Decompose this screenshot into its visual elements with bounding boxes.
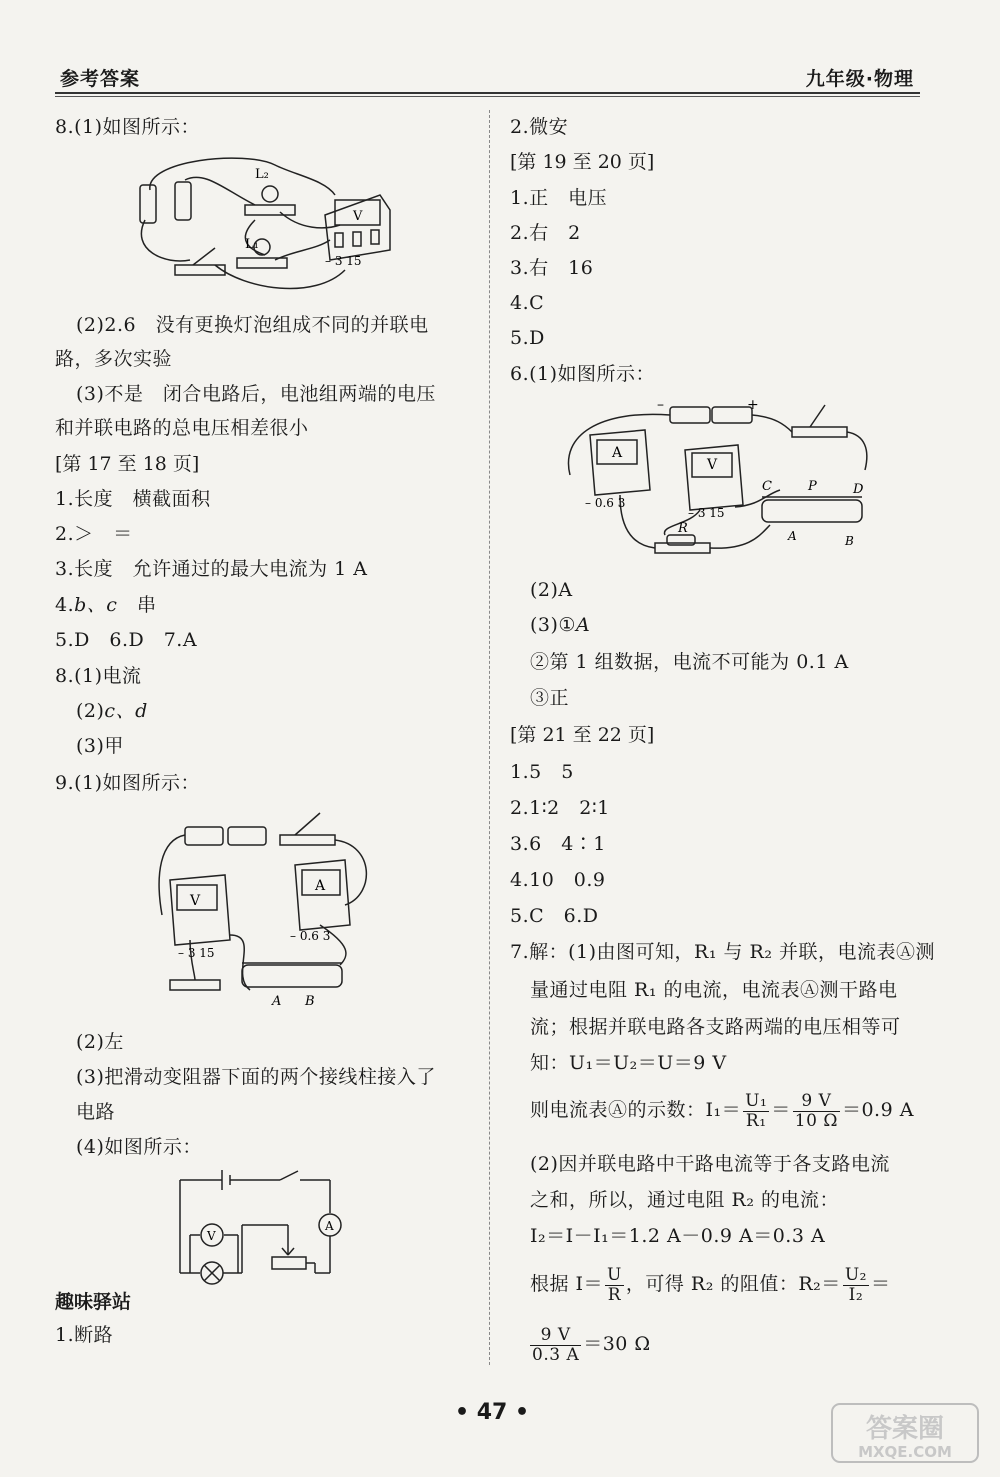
b-answer-6-2: (2)A <box>530 579 573 601</box>
c-answer-7-ammeter-reading: 则电流表Ⓐ的示数：I₁＝ $\frac{\text{U₁}}{\text{R₁}}$ ＝ $\frac{9 V}{10 \Omega}$ ＝0.9 A <box>530 1090 914 1131</box>
header-rule-thin <box>55 96 920 97</box>
answer-3: 3.长度 允许通过的最大电流为 1 A <box>55 558 368 580</box>
c-answer-7-part2-line1: (2)因并联电路中干路电流等于各支路电流 <box>530 1153 890 1175</box>
answer-8-1: 8.(1)电流 <box>55 665 142 687</box>
c-answer-7-result: $\frac{9 V}{0.3 A}$ ＝30 Ω <box>532 1324 651 1365</box>
header-right-title: 九年级·物理 <box>805 68 914 90</box>
answer-9-4: (4)如图所示： <box>76 1136 202 1158</box>
answer-8-2: (2)c、d <box>76 700 148 722</box>
section-heading-17-18: [第 17 至 18 页] <box>55 453 200 475</box>
label-voltmeter-scale: – 3 15 <box>325 254 362 268</box>
fraction-u-r: $\frac{U}{R}$ <box>607 1264 622 1305</box>
c-answer-3: 3.6 4∶1 <box>510 833 606 855</box>
column-divider <box>489 110 490 1365</box>
label-resistor-r: R <box>678 521 688 536</box>
q8-part1: 8.(1)如图所示： <box>55 116 201 138</box>
q8-part3-line2: 和并联电路的总电压相差很小 <box>55 417 309 439</box>
label-term-b-b6: B <box>845 534 854 548</box>
section-heading-21-22: [第 21 至 22 页] <box>510 724 655 746</box>
answer-2: 2.＞ ＝ <box>55 523 133 545</box>
label-l1: L₁ <box>245 237 259 252</box>
label-term-a-b6: A <box>788 529 797 543</box>
label-battery-minus: – <box>657 397 664 413</box>
label-ammeter-q9: A <box>315 878 326 894</box>
c-answer-1: 1.5 5 <box>510 761 574 783</box>
answer-4: 4.b、c 串 <box>55 594 157 616</box>
label-slider-p: P <box>808 479 817 494</box>
answer-8-3: (3)甲 <box>76 735 124 757</box>
c-answer-4: 4.10 0.9 <box>510 869 606 891</box>
label-vscale-b6: – 3 15 <box>688 506 725 520</box>
circuit-figure-q9 <box>150 805 380 1020</box>
label-term-d: D <box>853 482 864 497</box>
q8-part2-line2: 路，多次实验 <box>55 348 173 370</box>
label-voltmeter-q9: V <box>190 893 201 909</box>
section-heading-fun: 趣味驿站 <box>55 1291 132 1313</box>
svg-text:答案圈: 答案圈 <box>865 1414 945 1444</box>
b-answer-1: 1.正 电压 <box>510 187 608 209</box>
answer-4-vars: b、c <box>74 594 118 616</box>
c-answer-2: 2.1∶2 2∶1 <box>510 797 610 819</box>
section-heading-19-20: [第 19 至 20 页] <box>510 151 655 173</box>
fraction-9v-10ohm: $\frac{9 V}{10 \Omega}$ <box>794 1090 838 1131</box>
header-left-title: 参考答案 <box>60 68 141 90</box>
c-answer-7-part2-line2: 之和，所以，通过电阻 R₂ 的电流： <box>530 1189 840 1211</box>
answer-1: 1.长度 横截面积 <box>55 488 211 510</box>
b-answer-6-3a-var: A <box>575 614 591 636</box>
c-answer-7-line3: 流；根据并联电路各支路两端的电压相等可 <box>530 1016 901 1038</box>
label-ascale-b6: – 0.6 3 <box>585 496 626 510</box>
watermark-logo <box>830 1399 980 1469</box>
circuit-figure-q8 <box>125 150 400 300</box>
b-answer-4: 4.C <box>510 292 545 314</box>
label-vscale-q9: – 3 15 <box>178 946 215 960</box>
answer-8-2-vars: c、d <box>104 700 148 722</box>
header-rule <box>55 92 920 94</box>
fraction-u2-i2: $\frac{\text{U₂}}{\text{I₂}}$ <box>844 1264 867 1305</box>
label-l2: L₂ <box>255 167 269 182</box>
schematic-voltmeter-label: V <box>207 1229 216 1243</box>
b-answer-3: 3.右 16 <box>510 257 594 279</box>
label-voltmeter-b6: V <box>707 457 718 473</box>
fraction-9v-0.3a: $\frac{9 V}{0.3 A}$ <box>532 1324 580 1365</box>
answer-9-3-line1: (3)把滑动变阻器下面的两个接线柱接入了 <box>76 1066 436 1088</box>
answer-5-7: 5.D 6.D 7.A <box>55 629 198 651</box>
b-answer-5: 5.D <box>510 327 545 349</box>
fun-answer-1: 1.断路 <box>55 1324 114 1346</box>
circuit-figure-b6 <box>560 395 875 570</box>
c-answer-7-line4: 知：U₁＝U₂＝U＝9 V <box>530 1052 727 1074</box>
label-term-c: C <box>762 479 772 494</box>
schematic-figure-q9 <box>170 1165 350 1285</box>
label-ascale-q9: – 0.6 3 <box>290 929 331 943</box>
schematic-ammeter-label: A <box>325 1219 334 1233</box>
q8-part2-line1: (2)2.6 没有更换灯泡组成不同的并联电 <box>76 314 429 336</box>
b-answer-6-3b: ②第 1 组数据，电流不可能为 0.1 A <box>530 651 849 673</box>
c-answer-5-6: 5.C 6.D <box>510 905 599 927</box>
b-answer-6-3a: (3)①A <box>530 614 591 636</box>
c-answer-7-line1: 7.解：(1)由图可知，R₁ 与 R₂ 并联，电流表Ⓐ测 <box>510 941 936 963</box>
c-answer-7-resistance-line: 根据 I＝ $\frac{U}{R}$ ，可得 R₂ 的阻值：R₂＝ $\frac{\text{U₂}}{\text{I₂}}$ ＝ <box>530 1264 891 1305</box>
label-battery-plus: + <box>747 397 759 413</box>
b-answer-6-3c: ③正 <box>530 687 570 709</box>
answer-9-2: (2)左 <box>76 1031 124 1053</box>
answer-9-3-line2: 电路 <box>76 1101 116 1123</box>
b-answer-2: 2.右 2 <box>510 222 581 244</box>
q8-part3-line1: (3)不是 闭合电路后，电池组两端的电压 <box>76 383 436 405</box>
label-term-b-q9: B <box>305 994 315 1009</box>
label-voltmeter: V <box>353 209 363 224</box>
page-number: • 47 • <box>455 1400 530 1425</box>
answer-9-1: 9.(1)如图所示： <box>55 772 201 794</box>
label-term-a-q9: A <box>272 994 282 1009</box>
right-answer-2: 2.微安 <box>510 116 569 138</box>
c-answer-7-part2-line3: I₂＝I－I₁＝1.2 A－0.9 A＝0.3 A <box>530 1225 826 1247</box>
b-answer-6-1: 6.(1)如图所示： <box>510 363 656 385</box>
label-ammeter-b6: A <box>612 445 623 461</box>
c-answer-7-line2: 量通过电阻 R₁ 的电流，电流表Ⓐ测干路电 <box>530 979 898 1001</box>
fraction-u1-r1: $\frac{\text{U₁}}{\text{R₁}}$ <box>745 1090 768 1131</box>
svg-text:MXQE.COM: MXQE.COM <box>858 1443 952 1461</box>
